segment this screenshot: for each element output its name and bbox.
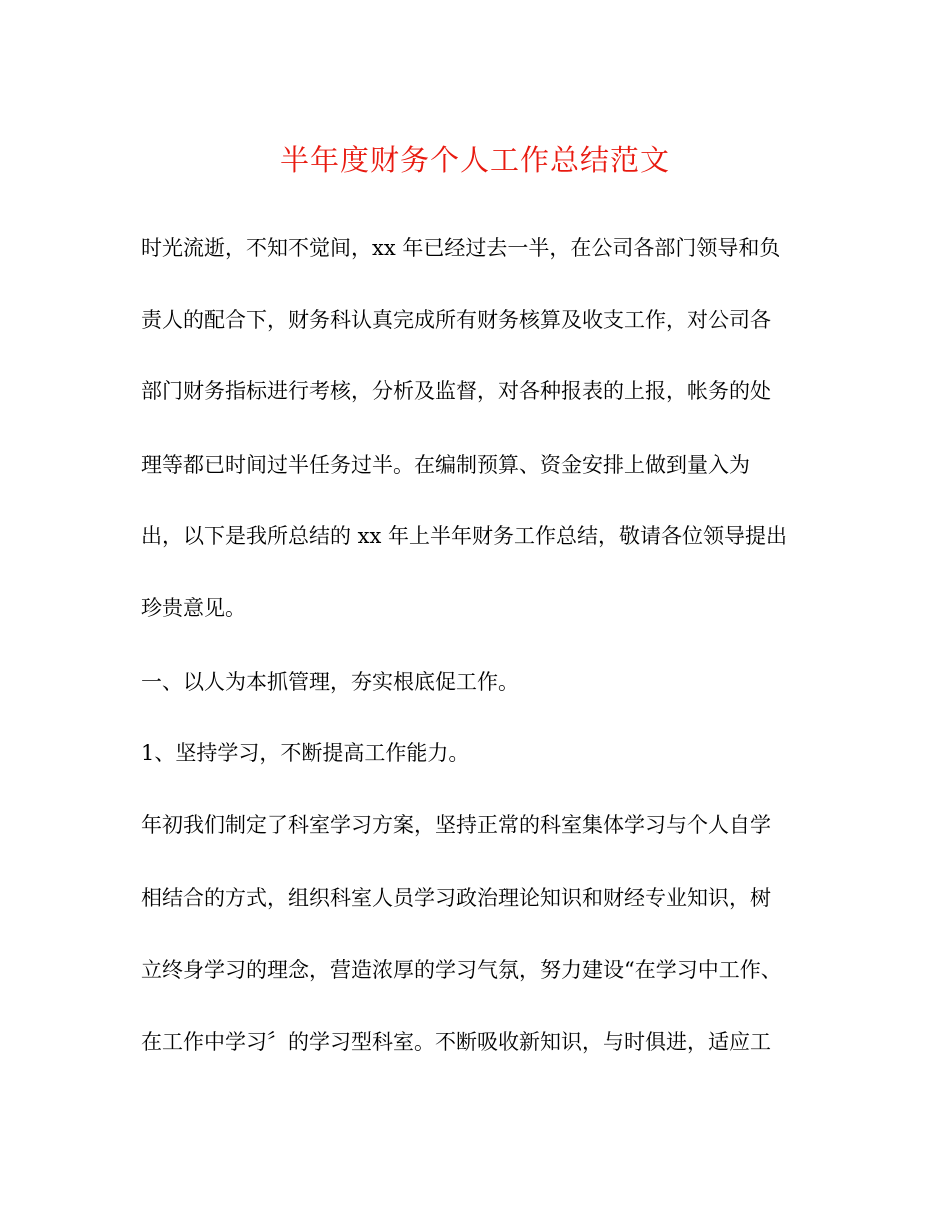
subsection-heading: 1、坚持学习，不断提高工作能力。 <box>141 741 470 765</box>
paragraph-line: 在工作中学习〞的学习型科室。不断吸收新知识，与时俱进，适应工 <box>141 1030 771 1054</box>
paragraph-line: 立终身学习的理念，营造浓厚的学习气氛，努力建设“在学习中工作、 <box>141 958 782 982</box>
section-heading: 一、以人为本抓管理，夯实根底促工作。 <box>141 670 519 694</box>
paragraph-line: 出，以下是我所总结的 xx 年上半年财务工作总结，敬请各位领导提出 <box>141 524 788 548</box>
document-title: 半年度财务个人工作总结范文 <box>279 143 670 177</box>
paragraph-line: 年初我们制定了科室学习方案，坚持正常的科室集体学习与个人自学 <box>141 813 771 837</box>
paragraph-line: 珍贵意见。 <box>141 596 246 620</box>
paragraph-line: 理等都已时间过半任务过半。在编制预算、资金安排上做到量入为 <box>141 453 750 477</box>
paragraph-line: 相结合的方式，组织科室人员学习政治理论知识和财经专业知识，树 <box>141 886 771 910</box>
paragraph-line: 时光流逝，不知不觉间，xx 年已经过去一半，在公司各部门领导和负 <box>141 236 781 260</box>
paragraph-line: 部门财务指标进行考核，分析及监督，对各种报表的上报，帐务的处 <box>141 379 771 403</box>
paragraph-line: 责人的配合下，财务科认真完成所有财务核算及收支工作，对公司各 <box>141 308 771 332</box>
